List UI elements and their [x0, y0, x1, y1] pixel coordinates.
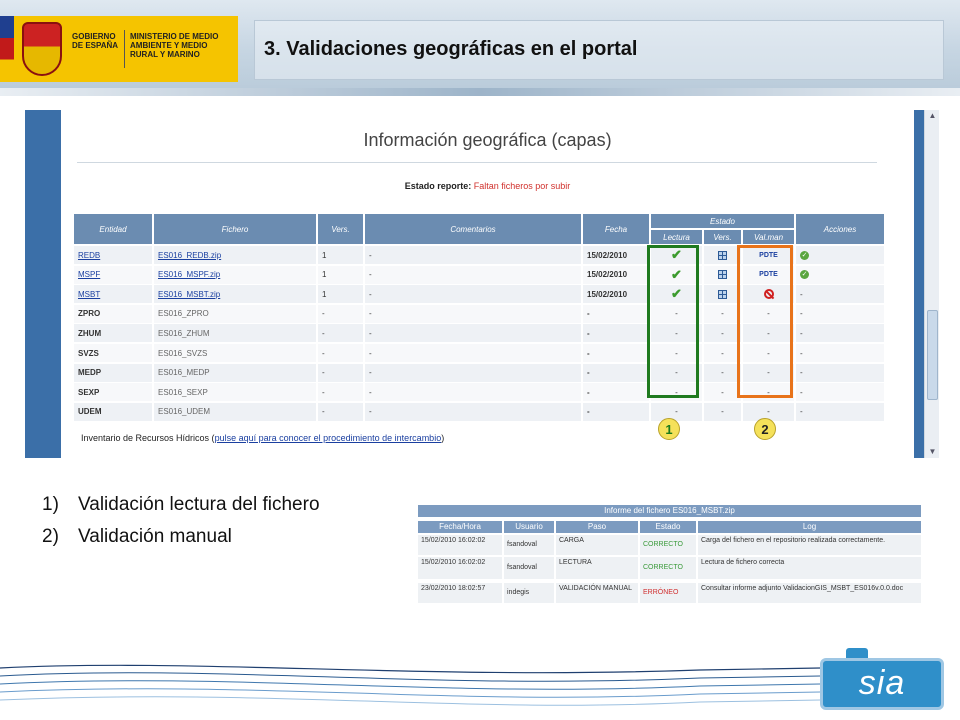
ok-icon[interactable]: ✓ — [801, 271, 808, 279]
cell-text: - — [800, 387, 803, 397]
cell-entidad — [74, 364, 152, 382]
portal-title: Información geográfica (capas) — [363, 130, 612, 150]
cell-text: - — [767, 328, 770, 338]
legend-text: Validación lectura del fichero — [78, 494, 320, 515]
col-lectura: Lectura — [651, 230, 702, 244]
cell-text: - — [322, 368, 325, 378]
cell-text: - — [721, 328, 724, 338]
cell-text: - — [369, 348, 372, 358]
cell-text: - — [800, 309, 803, 319]
report-cell-usuario: indegis — [504, 583, 554, 603]
col-vers: Vers. — [318, 214, 363, 244]
col-valman: Val.man — [743, 230, 794, 244]
footer-wave — [0, 650, 960, 720]
cell-text: - — [587, 368, 590, 378]
scroll-up-icon[interactable]: ▲ — [928, 111, 937, 120]
cell-fecha — [583, 305, 649, 323]
cell-acc — [796, 403, 884, 421]
legend-item — [42, 526, 320, 558]
header-wave — [0, 88, 960, 96]
cell-text: SEXP — [78, 387, 100, 397]
cell-text: - — [322, 348, 325, 358]
cell-text: - — [322, 407, 325, 417]
cell-text: - — [721, 407, 724, 417]
pending-label[interactable]: PDTE — [759, 271, 778, 279]
cell-text[interactable]: REDB — [78, 250, 101, 260]
versions-grid-icon[interactable] — [718, 290, 727, 299]
cell-vers2[interactable] — [704, 266, 741, 284]
cell-entidad — [74, 324, 152, 342]
col-acciones: Acciones — [796, 214, 884, 244]
scroll-thumb[interactable] — [927, 310, 938, 400]
report-col-header: Paso — [556, 521, 638, 533]
cell-text: ES016_SVZS — [158, 348, 208, 358]
cell-vers2[interactable] — [704, 285, 741, 303]
cell-vers — [318, 383, 363, 401]
report-cell-usuario: fsandoval — [504, 535, 554, 555]
cell-text[interactable]: MSBT — [78, 289, 101, 299]
cell-entidad — [74, 383, 152, 401]
cell-text: ES016_ZPRO — [158, 309, 209, 319]
cell-com — [365, 305, 581, 323]
cell-fichero — [154, 324, 316, 342]
cell-text: - — [800, 289, 803, 299]
cell-com — [365, 403, 581, 421]
portal-scrollbar[interactable] — [924, 110, 939, 458]
cell-fecha — [583, 266, 649, 284]
cell-acc — [796, 285, 884, 303]
report-col-header: Fecha/Hora — [418, 521, 502, 533]
cell-text: - — [587, 348, 590, 358]
cell-text: SVZS — [78, 348, 99, 358]
portal-screenshot — [25, 110, 935, 458]
cell-acc — [796, 383, 884, 401]
badge-2: 2 — [754, 418, 776, 440]
cell-text: - — [369, 250, 372, 260]
cell-text: ES016_MEDP — [158, 368, 210, 378]
cell-com — [365, 383, 581, 401]
report-cell-fecha: 15/02/2010 16:02:02 — [418, 535, 502, 555]
cell-acc[interactable] — [796, 246, 884, 264]
report-status-label: Estado reporte: — [404, 181, 472, 191]
cell-text: - — [369, 270, 372, 280]
versions-grid-icon[interactable] — [718, 251, 727, 260]
cell-acc — [796, 344, 884, 362]
cell-entidad — [74, 344, 152, 362]
cell-text: - — [369, 309, 372, 319]
cell-text: - — [721, 309, 724, 319]
badge-1: 1 — [658, 418, 680, 440]
report-cell-estado: CORRECTO — [640, 535, 696, 555]
report-cell-log: Consultar informe adjunto ValidacionGIS_MSBT_ES016v.0.0.doc — [698, 583, 921, 603]
cell-vers2 — [704, 324, 741, 342]
report-cell-estado: ERRÓNEO — [640, 583, 696, 603]
cell-vers2 — [704, 305, 741, 323]
cell-com — [365, 344, 581, 362]
report-col-header: Log — [698, 521, 921, 533]
cell-lectura — [651, 403, 702, 421]
cell-text: - — [587, 309, 590, 319]
cell-text: - — [767, 348, 770, 358]
ministry-logo — [0, 16, 238, 82]
check-icon: ✔ — [671, 266, 682, 282]
report-col-header: Estado — [640, 521, 696, 533]
report-cell-fecha: 15/02/2010 16:02:02 — [418, 557, 502, 579]
cell-text: 1 — [322, 250, 327, 260]
cell-text: - — [800, 368, 803, 378]
cell-text: - — [800, 328, 803, 338]
logo-government-text: GOBIERNO DE ESPAÑA — [72, 32, 119, 50]
sia-logo: sia — [820, 658, 944, 710]
cell-vers2 — [704, 403, 741, 421]
cell-text: - — [322, 309, 325, 319]
cell-acc — [796, 364, 884, 382]
cell-vers2 — [704, 383, 741, 401]
cell-text: - — [369, 328, 372, 338]
inventory-note — [81, 433, 444, 443]
versions-grid-icon[interactable] — [718, 270, 727, 279]
cell-fecha — [583, 344, 649, 362]
valman-highlight-box — [737, 245, 793, 398]
cell-vers — [318, 403, 363, 421]
cell-fecha — [583, 324, 649, 342]
cell-fichero[interactable] — [154, 266, 316, 284]
cell-text: - — [369, 407, 372, 417]
cell-fichero[interactable] — [154, 285, 316, 303]
cell-text: ES016_ZHUM — [158, 328, 210, 338]
cell-com — [365, 285, 581, 303]
col-fichero: Fichero — [154, 214, 316, 244]
cell-vers2[interactable] — [704, 246, 741, 264]
legend-item — [42, 494, 320, 526]
cell-text: ZHUM — [78, 328, 102, 338]
check-icon: ✔ — [671, 286, 682, 302]
cell-text: - — [369, 289, 372, 299]
cell-text: - — [675, 309, 678, 319]
cell-text[interactable]: ES016_REDB.zip — [158, 250, 222, 260]
cell-com — [365, 324, 581, 342]
check-icon: ✔ — [671, 247, 682, 262]
inventory-text: Inventario de Recursos Hídricos ( — [81, 433, 215, 443]
cell-text: - — [767, 387, 770, 397]
col-comentarios: Comentarios — [365, 214, 581, 244]
cell-text: 15/02/2010 — [587, 270, 628, 280]
cell-text: - — [322, 387, 325, 397]
cell-text: 1 — [322, 270, 327, 280]
cell-text: UDEM — [78, 407, 102, 417]
ok-icon[interactable]: ✓ — [801, 251, 808, 259]
report-cell-estado: CORRECTO — [640, 557, 696, 579]
cell-fichero — [154, 305, 316, 323]
cell-text: - — [767, 407, 770, 417]
cell-entidad[interactable] — [74, 266, 152, 284]
cell-com — [365, 266, 581, 284]
legend-list — [42, 494, 320, 558]
report-cell-log: Lectura de fichero correcta — [698, 557, 921, 579]
cell-fichero — [154, 403, 316, 421]
cell-fichero — [154, 383, 316, 401]
cell-text: - — [369, 368, 372, 378]
cell-vers — [318, 246, 363, 264]
legend-number: 1) — [42, 494, 59, 515]
cell-text: - — [721, 368, 724, 378]
cell-vers — [318, 266, 363, 284]
inventory-text-end: ) — [441, 433, 445, 443]
cell-text: - — [767, 309, 770, 319]
spain-crest-icon — [22, 22, 62, 76]
cell-fichero — [154, 364, 316, 382]
cell-text: ES016_UDEM — [158, 407, 211, 417]
cell-text: - — [800, 348, 803, 358]
cell-entidad[interactable] — [74, 285, 152, 303]
cell-text: MEDP — [78, 368, 102, 378]
col-fecha: Fecha — [583, 214, 649, 244]
slide-title: 3. Validaciones geográficas en el portal — [264, 38, 638, 60]
col-estado: Estado — [651, 214, 794, 228]
report-title: Informe del fichero ES016_MSBT.zip — [418, 505, 921, 517]
cell-vers2 — [704, 344, 741, 362]
scroll-down-icon[interactable]: ▼ — [928, 447, 937, 456]
cell-acc — [796, 324, 884, 342]
cell-vers — [318, 364, 363, 382]
cell-vers — [318, 344, 363, 362]
report-status-value: Faltan ficheros por subir — [473, 181, 571, 191]
file-report-panel — [418, 505, 921, 603]
cell-text: - — [587, 387, 590, 397]
cell-vers — [318, 324, 363, 342]
exchange-procedure-link[interactable]: pulse aquí para conocer el procedimiento de intercambio — [214, 433, 442, 443]
cell-text: ZPRO — [78, 309, 101, 319]
report-cell-paso: CARGA — [556, 535, 638, 555]
cell-text: - — [675, 387, 678, 397]
cell-text[interactable]: ES016_MSPF.zip — [158, 270, 221, 280]
cell-text: - — [675, 348, 678, 358]
cell-text: - — [767, 368, 770, 378]
cell-text: - — [369, 387, 372, 397]
cell-vers — [318, 305, 363, 323]
cell-text: - — [587, 328, 590, 338]
cell-fecha — [583, 383, 649, 401]
cell-text: - — [587, 407, 590, 417]
cell-acc[interactable] — [796, 266, 884, 284]
cell-fichero — [154, 344, 316, 362]
cell-fichero[interactable] — [154, 246, 316, 264]
report-col-header: Usuario — [504, 521, 554, 533]
cell-text: - — [675, 328, 678, 338]
cell-text[interactable]: ES016_MSBT.zip — [158, 289, 221, 299]
report-cell-paso: LECTURA — [556, 557, 638, 579]
pending-label[interactable]: PDTE — [759, 251, 778, 259]
cell-entidad — [74, 305, 152, 323]
legend-number: 2) — [42, 526, 59, 547]
cell-vers2 — [704, 364, 741, 382]
cell-entidad — [74, 403, 152, 421]
cell-text: - — [322, 328, 325, 338]
cell-text: 15/02/2010 — [587, 250, 628, 260]
cell-fecha — [583, 403, 649, 421]
cell-text: 15/02/2010 — [587, 289, 628, 299]
report-cell-fecha: 23/02/2010 18:02:57 — [418, 583, 502, 603]
cell-text: - — [721, 387, 724, 397]
report-cell-log: Carga del fichero en el repositorio realizada correctamente. — [698, 535, 921, 555]
report-cell-paso: VALIDACIÓN MANUAL — [556, 583, 638, 603]
cell-entidad[interactable] — [74, 246, 152, 264]
logo-divider — [124, 30, 125, 68]
eu-flag-strip — [0, 16, 14, 82]
cell-text: - — [675, 368, 678, 378]
col-vers2: Vers. — [704, 230, 741, 244]
cell-fecha — [583, 364, 649, 382]
cell-text: ES016_SEXP — [158, 387, 208, 397]
cell-text: - — [800, 407, 803, 417]
cell-text[interactable]: MSPF — [78, 270, 101, 280]
legend-text: Validación manual — [78, 526, 232, 547]
cell-acc — [796, 305, 884, 323]
cell-text: 1 — [322, 289, 327, 299]
cell-vers — [318, 285, 363, 303]
report-status — [61, 181, 914, 191]
report-cell-usuario: fsandoval — [504, 557, 554, 579]
cell-fecha — [583, 246, 649, 264]
cell-com — [365, 364, 581, 382]
cell-com — [365, 246, 581, 264]
cell-fecha — [583, 285, 649, 303]
lectura-highlight-box — [647, 245, 699, 398]
cell-text: - — [675, 407, 678, 417]
logo-ministry-text: MINISTERIO DE MEDIO AMBIENTE Y MEDIO RURAL Y MARINO — [130, 32, 219, 59]
cell-text: - — [721, 348, 724, 358]
portal-divider — [77, 162, 877, 163]
col-entidad: Entidad — [74, 214, 152, 244]
